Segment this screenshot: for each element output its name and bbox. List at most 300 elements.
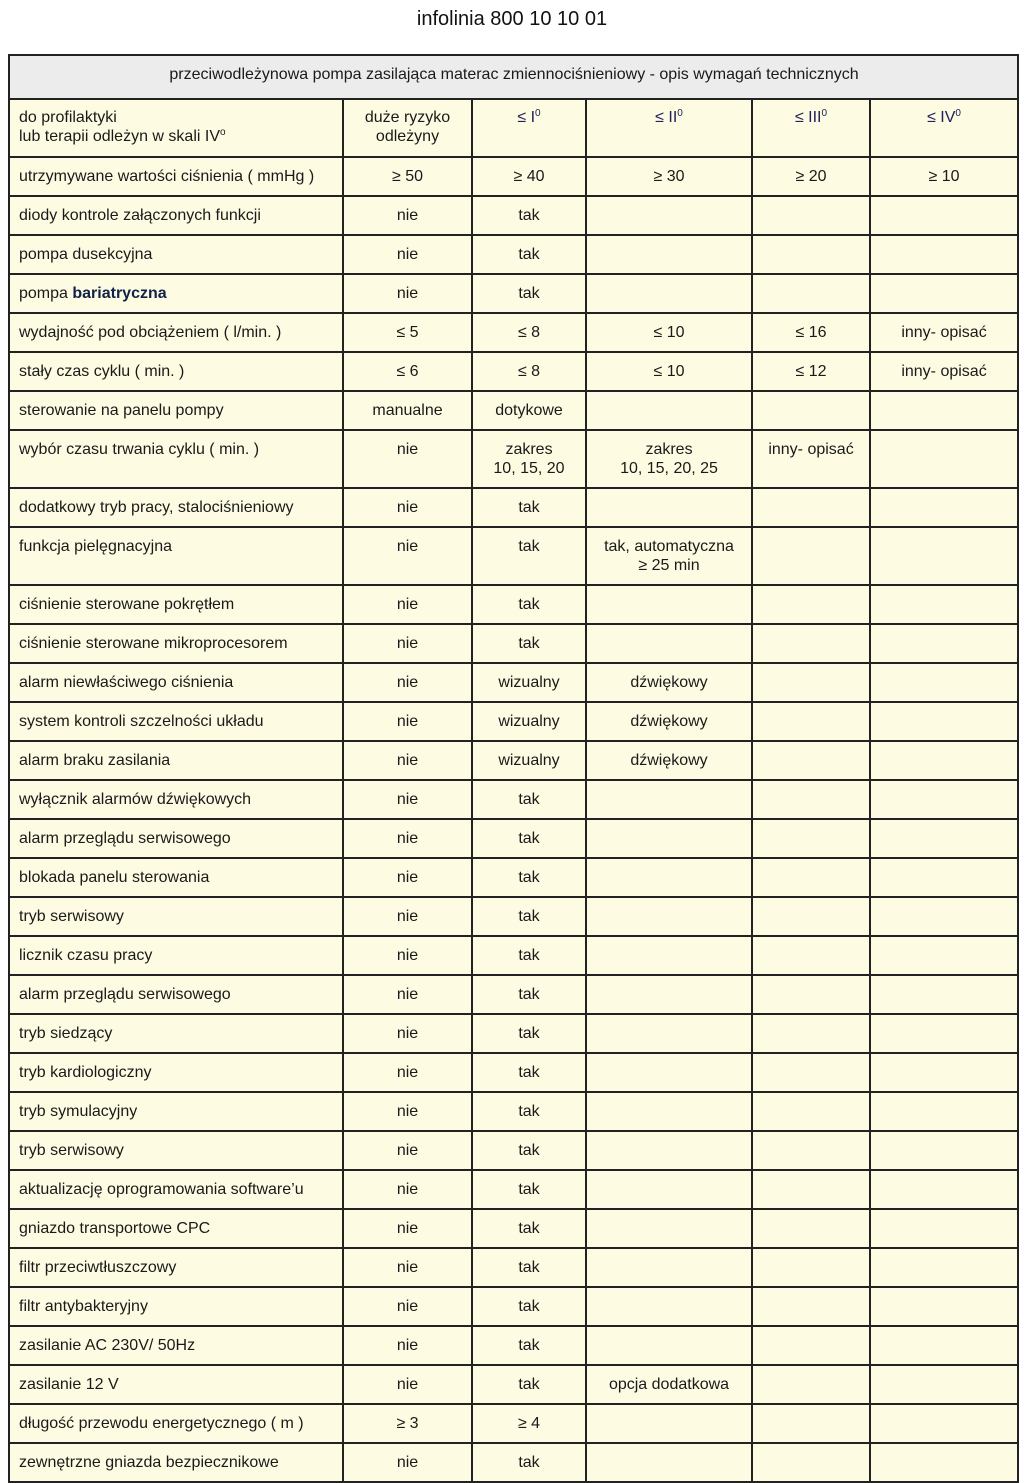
cell-grade-3 [752,1287,870,1326]
cell-grade-3 [752,313,870,352]
cell-grade-1 [472,196,586,235]
header-scale-label [9,99,343,157]
cell-grade-2 [586,1404,752,1443]
cell-grade-4 [870,157,1018,196]
cell-grade-4 [870,1248,1018,1287]
cell-value: ≤ 12 [795,363,827,380]
cell-grade-1 [472,975,586,1014]
cell-value: tak [518,1337,540,1354]
table-row [9,741,1018,780]
cell-grade-2 [586,313,752,352]
cell-value: tak [518,285,540,302]
cell-grade-1 [472,274,586,313]
cell-value: tak [518,635,540,652]
cell-value: dźwiękowy [630,752,708,769]
header-grade-3-sup: 0 [821,108,828,119]
row-label: filtr przeciwtłuszczowy [19,1259,177,1276]
table-caption [9,55,1018,99]
cell-value: ≥ 10 [928,168,960,185]
table-row [9,157,1018,196]
row-label: zasilanie AC 230V/ 50Hz [19,1337,196,1354]
row-label-cell [9,1443,343,1482]
cell-grade-4 [870,1170,1018,1209]
cell-grade-1 [472,1326,586,1365]
row-label: diody kontrole załączonych funkcji [19,207,261,224]
row-label-cell [9,527,343,585]
cell-grade-2 [586,157,752,196]
cell-high-risk [343,1209,472,1248]
cell-high-risk [343,819,472,858]
cell-value: ≥ 40 [513,168,545,185]
cell-grade-3 [752,196,870,235]
cell-high-risk [343,430,472,488]
cell-value: tak [518,1181,540,1198]
cell-value: nie [396,674,419,691]
cell-value: tak [518,538,540,555]
header-high-risk-line1: duże ryzyko [364,109,451,126]
cell-grade-1 [472,1443,586,1482]
cell-grade-4 [870,585,1018,624]
cell-grade-4 [870,352,1018,391]
table-header-row [9,99,1018,157]
table-row [9,1092,1018,1131]
row-label: gniazdo transportowe CPC [19,1220,211,1237]
cell-grade-1 [472,430,586,488]
cell-grade-4 [870,196,1018,235]
row-label-cell [9,157,343,196]
cell-value: nie [396,596,419,613]
cell-value: nie [396,1103,419,1120]
cell-grade-4 [870,936,1018,975]
row-label: zasilanie 12 V [19,1376,119,1393]
row-label: tryb siedzący [19,1025,113,1042]
cell-grade-3 [752,741,870,780]
cell-grade-2 [586,1170,752,1209]
cell-high-risk [343,663,472,702]
row-label-cell [9,780,343,819]
row-label-cell [9,897,343,936]
cell-grade-2 [586,858,752,897]
cell-grade-2 [586,1209,752,1248]
cell-grade-2 [586,196,752,235]
row-label: filtr antybakteryjny [19,1298,148,1315]
cell-value: tak [518,1064,540,1081]
cell-high-risk [343,235,472,274]
cell-value: manualne [372,402,443,419]
table-row [9,488,1018,527]
cell-grade-1 [472,780,586,819]
cell-grade-4 [870,430,1018,488]
cell-grade-4 [870,527,1018,585]
row-label: tryb kardiologiczny [19,1064,152,1081]
row-label: pompa dusekcyjna [19,246,153,263]
cell-grade-1 [472,1092,586,1131]
row-label: aktualizację oprogramowania software’u [19,1181,304,1198]
table-caption-text: przeciwodleżynowa pompa zasilająca materac zmiennociśnieniowy - opis wymagań technicznych [169,66,859,83]
row-label-cell [9,1053,343,1092]
cell-value: tak, automatyczna [604,538,734,555]
cell-value: nie [396,830,419,847]
cell-grade-2 [586,488,752,527]
cell-value: zakres [645,441,693,458]
cell-high-risk [343,1131,472,1170]
table-row [9,780,1018,819]
cell-high-risk [343,1404,472,1443]
header-grade-1-sup: 0 [535,108,541,119]
cell-value: tak [518,499,540,516]
table-row [9,1287,1018,1326]
table-row [9,352,1018,391]
row-label: alarm niewłaściwego ciśnienia [19,674,234,691]
header-grade-3-text: ≤ III [794,109,822,126]
cell-value: tak [518,830,540,847]
header-scale-label-sup: o [219,127,226,138]
row-label-cell [9,936,343,975]
cell-value: ≤ 10 [653,324,685,341]
cell-value: wizualny [498,713,560,730]
cell-grade-2 [586,936,752,975]
cell-high-risk [343,488,472,527]
cell-value: tak [518,1220,540,1237]
row-label-cell [9,430,343,488]
table-row [9,1053,1018,1092]
table-row [9,1326,1018,1365]
row-label: alarm braku zasilania [19,752,171,769]
row-label: sterowanie na panelu pompy [19,402,224,419]
row-label-cell [9,488,343,527]
row-label: dodatkowy tryb pracy, stalociśnieniowy [19,499,294,516]
row-label: tryb serwisowy [19,1142,124,1159]
row-label-cell [9,391,343,430]
row-label: licznik czasu pracy [19,947,153,964]
cell-grade-3 [752,235,870,274]
cell-grade-1 [472,1248,586,1287]
cell-grade-3 [752,1248,870,1287]
cell-value: tak [518,1103,540,1120]
cell-value: nie [396,441,419,458]
table-row [9,1248,1018,1287]
table-row [9,1365,1018,1404]
row-label-cell [9,1170,343,1209]
row-label-cell [9,352,343,391]
cell-high-risk [343,585,472,624]
cell-grade-4 [870,975,1018,1014]
cell-high-risk [343,702,472,741]
cell-grade-4 [870,391,1018,430]
cell-value: nie [396,246,419,263]
cell-value: nie [396,1181,419,1198]
cell-value: tak [518,908,540,925]
row-label-cell [9,1014,343,1053]
table-row [9,391,1018,430]
cell-value: tak [518,1259,540,1276]
cell-grade-2 [586,702,752,741]
cell-grade-1 [472,897,586,936]
table-row [9,897,1018,936]
cell-value: ≤ 5 [396,324,419,341]
table-row [9,975,1018,1014]
cell-grade-1 [472,1131,586,1170]
table-row [9,858,1018,897]
cell-high-risk [343,1053,472,1092]
cell-grade-4 [870,1053,1018,1092]
cell-grade-1 [472,1014,586,1053]
cell-grade-1 [472,702,586,741]
cell-high-risk [343,624,472,663]
row-label-cell [9,585,343,624]
cell-grade-1 [472,1209,586,1248]
cell-value: tak [518,246,540,263]
row-label-cell [9,1404,343,1443]
table-row [9,313,1018,352]
cell-high-risk [343,858,472,897]
cell-grade-2 [586,1248,752,1287]
cell-value: tak [518,1142,540,1159]
cell-grade-4 [870,1209,1018,1248]
cell-value: nie [396,1142,419,1159]
row-label-cell [9,1209,343,1248]
row-label-cell [9,313,343,352]
cell-grade-1 [472,1404,586,1443]
table-row [9,624,1018,663]
requirements-table [8,54,1019,1483]
header-grade-4 [870,99,1018,157]
table-row [9,274,1018,313]
table-row [9,663,1018,702]
cell-value: opcja dodatkowa [608,1376,730,1393]
cell-grade-4 [870,741,1018,780]
cell-value: tak [518,596,540,613]
cell-grade-1 [472,585,586,624]
row-label-cell [9,1131,343,1170]
cell-grade-2 [586,1365,752,1404]
cell-high-risk [343,741,472,780]
cell-value: nie [396,752,419,769]
table-row [9,1170,1018,1209]
row-label-cell [9,819,343,858]
cell-grade-4 [870,1365,1018,1404]
cell-grade-1 [472,527,586,585]
header-grade-3 [752,99,870,157]
cell-value: nie [396,1259,419,1276]
cell-grade-3 [752,1014,870,1053]
cell-grade-3 [752,819,870,858]
cell-value: tak [518,947,540,964]
cell-value: ≤ 10 [653,363,685,380]
cell-value: nie [396,908,419,925]
row-label: blokada panelu sterowania [19,869,210,886]
cell-grade-4 [870,702,1018,741]
cell-grade-2 [586,274,752,313]
cell-grade-3 [752,274,870,313]
cell-grade-3 [752,897,870,936]
cell-value: ≥ 50 [391,168,424,185]
cell-grade-2 [586,975,752,1014]
cell-grade-4 [870,313,1018,352]
row-label: alarm przeglądu serwisowego [19,986,231,1003]
cell-grade-1 [472,858,586,897]
row-label: tryb serwisowy [19,908,124,925]
cell-grade-4 [870,1131,1018,1170]
cell-value: zakres [505,441,553,458]
header-grade-1-text: ≤ I [517,109,536,126]
cell-high-risk [343,975,472,1014]
cell-high-risk [343,313,472,352]
cell-grade-2 [586,1443,752,1482]
row-label-cell [9,624,343,663]
cell-value: nie [396,499,419,516]
row-label: utrzymywane wartości ciśnienia ( mmHg ) [19,168,315,185]
cell-value: nie [396,1454,419,1471]
cell-grade-2 [586,1053,752,1092]
table-row [9,1443,1018,1482]
cell-grade-4 [870,663,1018,702]
cell-high-risk [343,1365,472,1404]
cell-grade-3 [752,1170,870,1209]
row-label-cell [9,1326,343,1365]
cell-grade-4 [870,780,1018,819]
cell-high-risk [343,936,472,975]
cell-grade-2 [586,391,752,430]
cell-grade-3 [752,858,870,897]
cell-grade-2 [586,624,752,663]
cell-grade-2 [586,585,752,624]
cell-high-risk [343,1287,472,1326]
cell-grade-1 [472,1053,586,1092]
cell-grade-2 [586,235,752,274]
cell-value: dźwiękowy [630,713,708,730]
cell-grade-4 [870,1326,1018,1365]
cell-value: tak [518,791,540,808]
cell-grade-2 [586,663,752,702]
cell-grade-3 [752,1326,870,1365]
cell-grade-3 [752,1404,870,1443]
row-label-cell [9,663,343,702]
cell-grade-2 [586,780,752,819]
cell-grade-2 [586,352,752,391]
cell-value: ≥ 4 [517,1415,541,1432]
cell-value: ≤ 8 [517,324,541,341]
cell-grade-4 [870,1014,1018,1053]
cell-value: inny- opisać [901,324,987,341]
cell-grade-1 [472,624,586,663]
cell-value: nie [396,1376,419,1393]
table-row [9,1014,1018,1053]
cell-grade-4 [870,1287,1018,1326]
cell-grade-3 [752,352,870,391]
cell-grade-1 [472,741,586,780]
cell-grade-3 [752,157,870,196]
row-label-cell [9,975,343,1014]
row-label-cell [9,274,343,313]
cell-grade-2 [586,430,752,488]
cell-value: ≤ 8 [517,363,541,380]
cell-grade-4 [870,488,1018,527]
cell-high-risk [343,1248,472,1287]
cell-grade-1 [472,936,586,975]
cell-grade-3 [752,663,870,702]
cell-grade-1 [472,663,586,702]
row-label: system kontroli szczelności układu [19,713,264,730]
cell-value: tak [518,1025,540,1042]
table-row [9,235,1018,274]
cell-grade-1 [472,1287,586,1326]
cell-value: nie [396,1298,419,1315]
cell-grade-2 [586,1092,752,1131]
cell-grade-1 [472,235,586,274]
cell-high-risk [343,352,472,391]
cell-value: tak [518,869,540,886]
row-label: ciśnienie sterowane mikroprocesorem [19,635,288,652]
cell-value: wizualny [498,674,560,691]
cell-grade-4 [870,858,1018,897]
table-row [9,1209,1018,1248]
cell-grade-1 [472,391,586,430]
cell-high-risk [343,391,472,430]
cell-high-risk [343,274,472,313]
cell-high-risk [343,1014,472,1053]
cell-grade-2 [586,819,752,858]
cell-grade-1 [472,488,586,527]
header-grade-2-sup: 0 [677,108,683,119]
cell-high-risk [343,1326,472,1365]
row-label-cell [9,1248,343,1287]
cell-high-risk [343,897,472,936]
table-row [9,936,1018,975]
cell-value: nie [396,635,419,652]
cell-grade-4 [870,1443,1018,1482]
row-label-cell [9,235,343,274]
row-label-bold: bariatryczna [72,285,167,302]
cell-grade-4 [870,274,1018,313]
cell-high-risk [343,780,472,819]
cell-grade-4 [870,1404,1018,1443]
cell-grade-2 [586,1326,752,1365]
cell-grade-2 [586,1131,752,1170]
page-title: infolinia 800 10 10 01 [416,8,608,30]
cell-value: nie [396,791,419,808]
cell-value: dźwiękowy [630,674,708,691]
cell-grade-1 [472,157,586,196]
row-label-cell [9,741,343,780]
cell-grade-3 [752,1092,870,1131]
cell-value: nie [396,947,419,964]
cell-value: nie [396,1220,419,1237]
cell-grade-3 [752,702,870,741]
row-label: wydajność pod obciążeniem ( l/min. ) [19,324,282,341]
table-row [9,585,1018,624]
cell-value: nie [396,207,419,224]
row-label-cell [9,1365,343,1404]
row-label-cell [9,1287,343,1326]
cell-grade-4 [870,819,1018,858]
header-grade-2 [586,99,752,157]
cell-grade-4 [870,235,1018,274]
row-label: zewnętrzne gniazda bezpiecznikowe [19,1454,279,1471]
cell-high-risk [343,196,472,235]
header-grade-4-text: ≤ IV [927,109,956,126]
row-label-cell [9,196,343,235]
table-caption-row [9,55,1018,99]
row-label-cell [9,1092,343,1131]
table-row [9,527,1018,585]
cell-value: nie [396,713,419,730]
cell-value: ≥ 25 min [638,557,700,574]
table-row [9,430,1018,488]
cell-value: ≥ 20 [795,168,827,185]
cell-value: ≤ 16 [795,324,827,341]
cell-value: ≤ 6 [396,363,419,380]
